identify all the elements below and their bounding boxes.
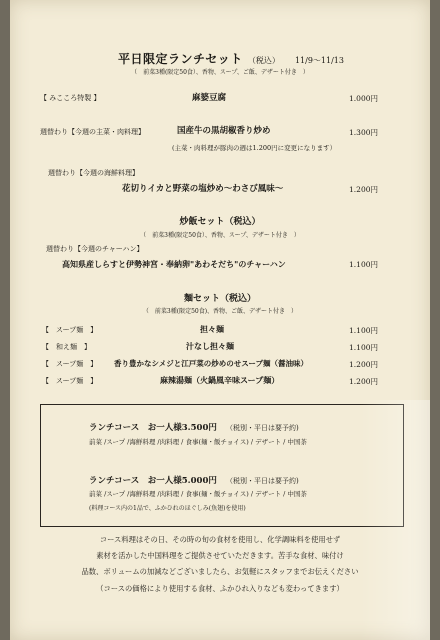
noodle-price: 1.200円 [349, 377, 378, 386]
header-subtitle: （ 前菜3種(限定50食）、香物、スープ、ご飯、デザート付き ） [131, 69, 309, 76]
weekly-seafood-price: 1.200円 [349, 185, 378, 194]
weekly-seafood-tag: 週替わり【今週の海鮮料理】 [48, 169, 139, 177]
weekly-main-price: 1.300円 [349, 128, 378, 137]
noodle-dish: 香り豊かなシメジと江戸菜の炒めのせスープ麺（醤油味） [114, 359, 309, 368]
noodle-tag: 【 和え麺 】 [42, 343, 91, 351]
course-title: ランチコース お一人様3.500円 [89, 423, 217, 433]
special-tag: 【 みこころ特製 】 [40, 94, 101, 102]
special-price: 1.000円 [349, 94, 378, 103]
noodle-set-title: 麺セット（税込） [183, 294, 256, 304]
rice-set-subtitle: （ 前菜3種(限定50食）、香物、スープ、デザート付き ） [140, 232, 300, 239]
rice-set-title: 炒飯セット（税込） [179, 217, 261, 227]
menu-sheet [10, 0, 430, 640]
noodle-price: 1.200円 [349, 360, 378, 369]
course-note: （税別・平日は要予約) [225, 477, 299, 485]
noodle-tag: 【 スープ麺 】 [42, 326, 98, 334]
noodle-dish: 汁なし担々麺 [186, 341, 234, 351]
noodle-dish: 担々麺 [200, 324, 224, 334]
noodle-price: 1.100円 [349, 343, 378, 352]
page-title: 平日限定ランチセット [118, 52, 243, 66]
course-title: ランチコース お一人様5.000円 [89, 476, 217, 486]
tax-label: （税込） [247, 56, 280, 65]
footer-line: （コースの価格により使用する食材、ふかひれ入りなども変わってきます） [96, 584, 344, 593]
special-dish: 麻婆豆腐 [192, 93, 227, 103]
noodle-dish: 麻辣湯麺（火鍋風辛味スープ麺） [160, 375, 280, 385]
weekly-main-dish: 国産牛の黒胡椒香り炒め [177, 126, 271, 136]
rice-set-tag: 週替わり【今週のチャーハン】 [46, 245, 144, 253]
course-extra-note: (料理コース内の1品で、ふかひれのほぐしみ(魚翅)を使用) [89, 505, 246, 512]
course-menu: 前菜 /スープ /海鮮料理 /肉料理 / 食事(麺・飯チョイス) / デザート / 中国茶 [89, 438, 307, 446]
light-glare [360, 400, 430, 640]
course-3500 [89, 415, 299, 434]
rice-set-price: 1.100円 [349, 260, 378, 269]
rice-set-dish: 高知県産しらすと伊勢神宮・奉納卵"あわそだち"のチャーハン [62, 259, 286, 269]
course-5000 [89, 468, 299, 487]
noodle-price: 1.100円 [349, 326, 378, 335]
noodle-set-subtitle: （ 前菜3種(限定50食)、香物、ご飯、デザート付き ） [142, 308, 298, 315]
footer-line: コース料理はその日、その時の旬の食材を使用し、化学調味料を使用せず [99, 535, 341, 544]
noodle-tag: 【 スープ麺 】 [42, 360, 98, 368]
footer-line: 素材を活かした中国料理をご提供させていただきます。苦手な食材、味付け [96, 551, 344, 560]
date-range: 11/9～11/13 [294, 56, 344, 65]
lunch-course-box [40, 404, 404, 527]
footer-line: 品数、ボリュームの加減などございましたら、お気軽にスタッフまでお伝えください [81, 567, 359, 576]
weekly-main-tag: 週替わり【今週の主菜・肉料理】 [40, 128, 145, 136]
noodle-tag: 【 スープ麺 】 [42, 377, 98, 385]
weekly-main-note: (主菜・肉料理が豚肉の週は1.200円に変更になります） [172, 144, 337, 152]
weekly-seafood-dish: 花切りイカと野菜の塩炒め～わさび風味～ [122, 184, 284, 194]
header [118, 48, 344, 67]
course-menu: 前菜 /スープ /海鮮料理 /肉料理 / 食事(麺・飯チョイス) / デザート / 中国茶 [89, 490, 307, 498]
course-note: （税別・平日は要予約) [225, 424, 299, 432]
